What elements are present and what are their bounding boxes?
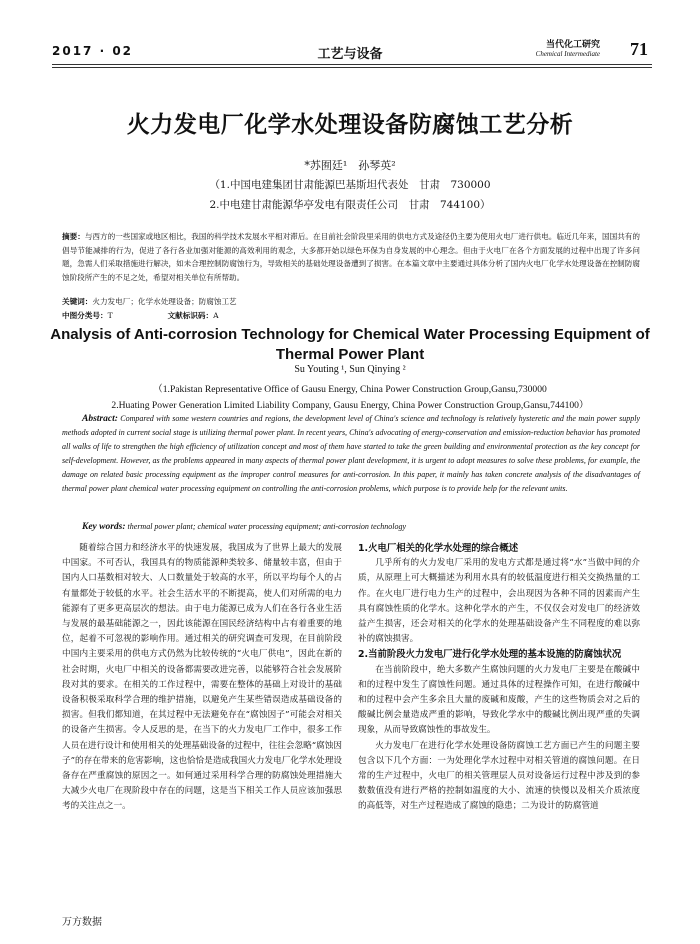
- abstract-en-text: Compared with some western countries and regions, the development level of China's science and technology is relatively hysteretic and the main power supply methods adopted in current social stage is utilizing thermal power plant. In recent years, China's advocating of energy-conservation and emission-reduction behavior has promoted all walks of life to strengthen the high efficiency of utilization concept and most of them have started to take the green building and environmental protection as the key concept for self-development. However, as the problems appeared in many aspects of thermal power plant development, it is urgent to adopt measures to solve these problems, for example, the damage on related basic processing equipment as the improper control measures for anti-corrosion. In this paper, it mainly has taken concrete analysis of the disadvantages of thermal power plant chemical water processing equipment on controlling the anti-corrosion problems, which purpose is to provide help for the relevant units.: [62, 414, 641, 493]
- paper-title-en: Analysis of Anti-corrosion Technology for Chemical Water Processing Equipment of Thermal Power Plant: [50, 326, 650, 363]
- keywords-cn-label: 关键词：: [62, 297, 93, 306]
- page-number: 71: [630, 39, 648, 59]
- keywords-en-text: thermal power plant; chemical water processing equipment; anti-corrosion technology: [127, 522, 407, 531]
- doc-code-label: 文献标识码：: [167, 311, 214, 320]
- body-column-left: [62, 541, 342, 815]
- header-divider-thin: [52, 67, 652, 68]
- authors-en: Su Youting ¹, Sun Qinying ²: [294, 364, 406, 375]
- affiliation-cn-2: 2.中电建甘肃能源华亭发电有限责任公司 甘肃 744100）: [209, 199, 491, 211]
- doc-code-value: A: [213, 311, 219, 320]
- abstract-cn-label: 摘要：: [62, 232, 85, 241]
- header-divider: [52, 64, 652, 65]
- abstract-en-label: Abstract:: [82, 414, 118, 424]
- journal-name: [536, 40, 600, 58]
- abstract-en: [62, 412, 640, 496]
- affiliation-en-1: （1.Pakistan Representative Office of Gausu Energy, China Power Construction Group,Gansu,730000: [153, 384, 547, 395]
- body-paragraph: 在当前阶段中，绝大多数产生腐蚀问题的火力发电厂主要是在酸碱中和的过程中发生了腐蚀性问题。通过具体的过程操作可知，在进行酸碱中和的过程中会产生多余且大量的废碱和废酸，产生的这些物质会对之后的酸碱比例会量造成严重的影响，导致化学水中的酸碱比例出现严重的失调现象，从而导致腐蚀性的事故发生。: [358, 664, 640, 736]
- clc-value: T: [107, 311, 113, 320]
- keywords-cn: [62, 296, 237, 307]
- keywords-cn-text: 火力发电厂；化学水处理设备；防腐蚀工艺: [92, 297, 237, 306]
- paper-title-cn: 火力发电厂化学水处理设备防腐蚀工艺分析: [126, 112, 574, 138]
- body-paragraph: 几乎所有的火力发电厂采用的发电方式都是通过将“水”当做中间的介质，从原理上可大概描述为利用水具有的较低温度进行相关交换热量的工作。在火电厂进行电力生产的过程中，会出现因为各种不同的因素而产生具有腐蚀性质的化学水。这种化学水的产生，不仅仅会对发电厂的经济效益产生损害，还会对相关的化学水的处理基础设备产生不同程度的难以弥补的腐蚀损害。: [358, 558, 640, 645]
- body-paragraph: 随着综合国力和经济水平的快速发展，我国成为了世界上最大的发展中国家。不可否认，我国具有的物质能源种类较多、储量较丰富，但由于国内人口基数相对较大、人口数量处于较高的水平，所以平均每个人的占有量都处于较低的水平。社会生活水平的不断提高，使人们对所需的电力能源有了更多更高层次的想法。由于电力能源已成为人们在各行各业生活与发展的最基础能源之一，因此该能源在国民经济结构中占有着重要的地位，起着不可忽视的影响作用。通过相关的研究调查可发现，在目前阶段中国内主要采用的供电方式仍然为比较传统的“火电厂供电”，因此在新的社会时期，火电厂中相关的设备都需要改进完善，以能够符合社会发展阶段对其的要求。在相关的工作过程中，需要在整体的基础上对设计的基础设备积极采取科学合理的维护措施，以避免产生某些错误造成基础设备的损害。但我们都知道，在其过程中无法避免存在“腐蚀因子”可能会对相关的设备产生损害。令人反思的是，在当下的火力发电厂工作中，很多工作人员在进行设计和使用相关的处理基础设备的过程中，往往会忽略“腐蚀因子”的存在带来的危害影响，这也恰恰是造成我国火力发电厂化学水处理设备存在严重腐蚀的原因之一。如何通过采用科学合理的防腐蚀处理措施大大减少火电厂在现阶段中存在的问题，这是当下相关工作人员应该加强思考的关注点之一。: [62, 543, 342, 812]
- keywords-en-label: Key words:: [82, 522, 126, 532]
- body-column-right: [358, 541, 640, 815]
- section-title: 工艺与设备: [317, 47, 383, 62]
- abstract-cn-text: 与西方的一些国家或地区相比，我国的科学技术发展水平相对滞后。在目前社会阶段里采用的供电方式及途径仍主要为使用火电厂进行供电。临近几年来，国国共有的倡导节能减排的行为，促进了各行各业加强对能源的高效利用的观念，大多都开始以绿色环保为自身发展的中心理念。但由于火电厂在各个方面发展的过程中出现了许多问题，急需人们采取措施进行解决，如未合理控制防腐蚀行为，导致相关的基础处理设备遭到了损害。在本篇文章中主要通过具体分析了国内火电厂化学水处理设备在控制防腐蚀阶段所产生的不足之处，希望对相关单位有所帮助。: [62, 232, 641, 282]
- affiliation-cn-1: （1.中国电建集团甘肃能源巴基斯坦代表处 甘肃 730000: [209, 179, 491, 191]
- journal-name-en: Chemical Intermediate: [535, 50, 600, 58]
- section-heading-1: 1.火电厂相关的化学水处理的综合概述: [358, 543, 519, 554]
- body-paragraph: 火力发电厂在进行化学水处理设备防腐蚀工艺方面已产生的问题主要包含以下几个方面：一为处理化学水过程中对相关管道的腐蚀问题。在日常的生产过程中，火电厂的相关管理层人员对设备运行过程中涉及到的参数数值没有进行严格的控制如温度的大小、流速的快慢以及相关介质浓度的高低等，对生产过程造成了腐蚀的隐患；二为设计的防腐管道: [358, 740, 640, 812]
- section-heading-2: 2.当前阶段火力发电厂进行化学水处理的基本设施的防腐蚀状况: [358, 649, 622, 661]
- keywords-en: [82, 522, 406, 532]
- footer-watermark: 万方数据: [62, 917, 102, 928]
- authors-cn: *苏囿廷¹ 孙琴英²: [304, 159, 396, 172]
- issue-number: 2017 · 02: [52, 44, 134, 58]
- journal-name-cn: 当代化工研究: [545, 40, 600, 50]
- clc-label: 中图分类号：: [62, 311, 108, 320]
- classification: [62, 310, 219, 321]
- abstract-cn: [62, 230, 640, 284]
- affiliation-en-2: 2.Huating Power Generation Limited Liability Company, Gausu Energy, China Power Construction Group,Gansu,744100）: [111, 400, 589, 411]
